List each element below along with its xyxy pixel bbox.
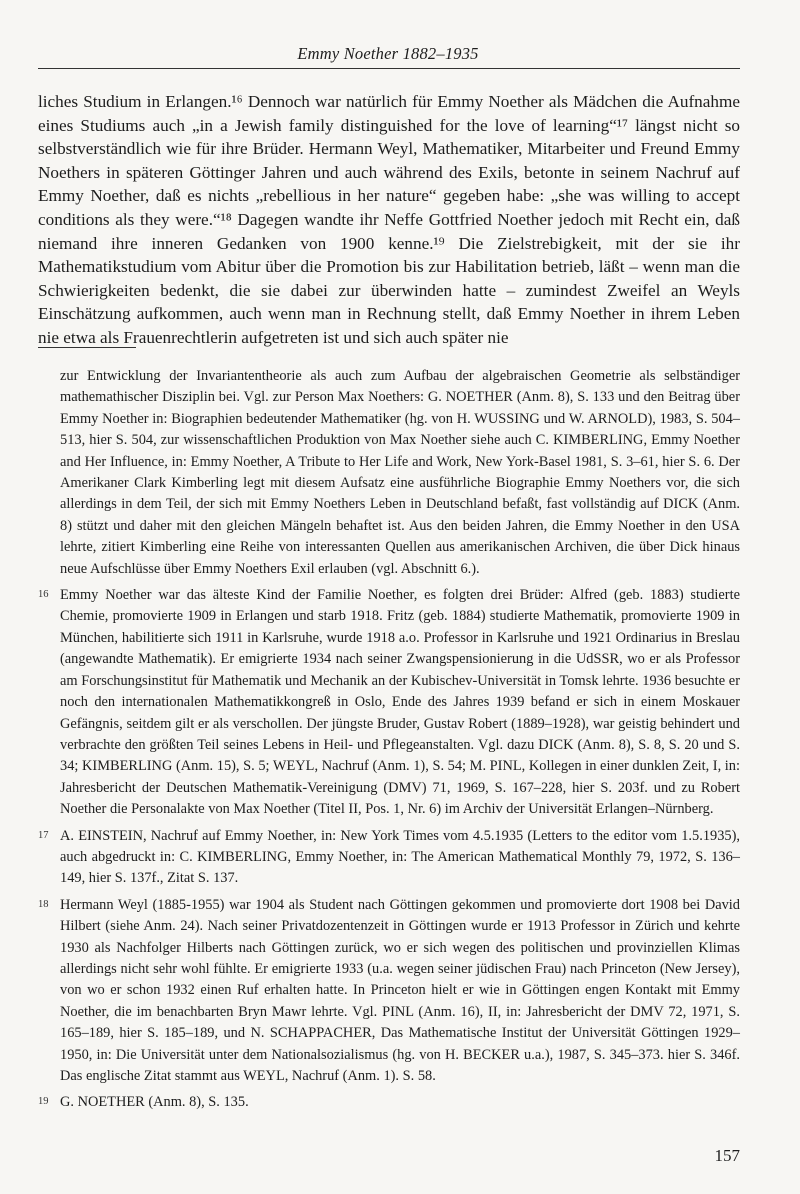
- footnote-number: 18: [38, 898, 49, 910]
- footnote-rule: [38, 347, 136, 348]
- body-paragraph: liches Studium in Erlangen.¹⁶ Dennoch war natürlich für Emmy Noether als Mädchen die Aufnahme eines Studiums auch „in a Jewish family distinguished for the love of learning“¹⁷ längst nicht so selbstverständlich wie für ihre Brüder. Hermann Weyl, Mathematiker, Mitarbeiter und Freund Emmy Noethers in späteren Göttinger Jahren und auch während des Exils, betonte in seinem Nachruf auf Emmy Noether, daß es nichts „rebellious in her nature“ gegeben habe: „she was willing to accept conditions als they were.“¹⁸ Dagegen wandte ihr Neffe Gottfried Noether jedoch mit Recht ein, daß niemand ihre inneren Gedanken von 1900 kenne.¹⁹ Die Zielstrebigkeit, mit der sie ihr Mathematikstudium vom Abitur über die Promotion bis zur Habilitation betrieb, läßt – wenn man die Schwierigkeiten bedenkt, die sie dabei zur überwinden hatte – zumindest Zweifel an Weyls Einschätzung aufkommen, auch wenn man in Rechnung stellt, daß Emmy Noether in ihrem Leben nie etwa als Frauenrechtlerin aufgetreten ist und sich auch später nie: [38, 92, 740, 347]
- footnote-number: 19: [38, 1096, 49, 1108]
- footnote-text: zur Entwicklung der Invariantentheorie als auch zum Aufbau der algebraischen Geometrie als selbständiger mathemathischer Disziplin bei. Vgl. zur Person Max Noethers: G. NOETHER (Anm. 8), S. 133 und den Beitrag über Emmy Noether in: Biographien bedeutender Mathematiker (hg. von H. WUSSING und W. ARNOLD), 1983, S. 504–513, hier S. 504, zur wissenschaftlichen Produktion von Max Noether siehe auch C. KIMBERLING, Emmy Noether and Her Influence, in: Emmy Noether, A Tribute to Her Life and Work, New York-Basel 1981, S. 3–61, hier S. 6. Der Amerikaner Clark Kimberling legt mit diesem Aufsatz eine ausführliche Biographie Emmy Noethers vor, die sich allerdings in dem Teil, der sich mit Emmy Noethers Leben in Deutschland befaßt, fast vollständig auf DICK (Anm. 8) stützt und daher mit den gleichen Mängeln behaftet ist. Aus den beiden Jahren, die Emmy Noether in den USA lehrte, zitiert Kimberling eine Reihe von interessanten Quellen aus amerikanischen Archiven, die über Dick hinaus neue Aufschlüsse über Emmy Noethers Exil erlauben (vgl. Abschnitt 6.).: [60, 368, 740, 577]
- footnote-number: 17: [38, 829, 49, 841]
- footnote-text: Emmy Noether war das älteste Kind der Familie Noether, es folgten drei Brüder: Alfred (geb. 1883) studierte Chemie, promovierte 1909 in Erlangen und starb 1918. Fritz (geb. 1884) studierte Mathematik, promovierte 1909 in München, habilitierte sich 1911 in Karlsruhe, wurde 1918 a.o. Professor in Karlsruhe und 1921 Ordinarius in Breslau (angewandte Mathematik). Er emigrierte 1934 nach seiner Zwangspensionierung in die UdSSR, wo er als Professor am Forschungsinstitut für Mathematik und Mechanik an der Kubischev-Universität in Tomsk lehrte. 1936 besuchte er noch den internationalen Mathematikkongreß in Oslo, Ende des Jahres 1939 befand er sich in einem Moskauer Gefängnis, seitdem gilt er als verschollen. Der jüngste Bruder, Gustav Robert (1889–1928), war geistig behindert und verbrachte den größten Teil seines Lebens in Heil- und Pflegeanstalten. Vgl. dazu DICK (Anm. 8), S. 8, S. 20 und S. 34; KIMBERLING (Anm. 15), S. 5; WEYL, Nachruf (Anm. 1), S. 54; M. PINL, Kollegen in einer dunklen Zeit, I, in: Jahresbericht der Deutschen Mathematik-Vereinigung (DMV) 71, 1969, S. 167–228, hier S. 203f. und zu Robert Noether die Personalakte von Max Noether (Titel II, Pos. 1, Nr. 6) im Archiv der Universität Erlangen–Nürnberg.: [60, 587, 740, 818]
- header-rule: [38, 68, 740, 69]
- footnote-19: [38, 1092, 740, 1113]
- footnote-text: Hermann Weyl (1885-1955) war 1904 als Student nach Göttingen gekommen und promovierte dort 1908 bei David Hilbert (siehe Anm. 24). Nach seiner Privatdozentenzeit in Göttingen wurde er 1913 Professor in Zürich und kehrte 1930 als Nachfolger Hilberts nach Göttingen zurück, wo er sich wegen des politischen und provinziellen Klimas allerdings nicht sehr wohl fühlte. Er emigrierte 1933 (u.a. wegen seiner jüdischen Frau) nach Princeton (New Jersey), von wo er schon 1932 einen Ruf erhalten hatte. In Princeton hielt er wie in Göttingen engen Kontakt mit Emmy Noether, die im benachbarten Bryn Mawr lehrte. Vgl. PINL (Anm. 16), II, in: Jahresbericht der DMV 72, 1971, S. 165–189, hier S. 185–189, und N. SCHAPPACHER, Das Mathematische Institut der Universität Göttingen 1929–1950, in: Die Universität unter dem Nationalsozialismus (hg. von H. BECKER u.a.), 1987, S. 345–373. hier S. 346f. Das englische Zitat stammt aus WEYL, Nachruf (Anm. 1). S. 58.: [60, 896, 740, 1084]
- page-number: 157: [714, 1146, 740, 1165]
- footnote-text: G. NOETHER (Anm. 8), S. 135.: [60, 1094, 249, 1111]
- footnote-continued: [38, 366, 740, 580]
- running-head: Emmy Noether 1882–1935: [297, 44, 479, 63]
- footnotes: [38, 366, 740, 1119]
- footnote-17: [38, 826, 740, 890]
- body-text: [38, 90, 740, 350]
- footnote-16: [38, 585, 740, 820]
- footnote-number: 16: [38, 589, 49, 601]
- footnote-number: [38, 366, 60, 368]
- footnote-18: [38, 895, 740, 1088]
- footnote-text: A. EINSTEIN, Nachruf auf Emmy Noether, in: New York Times vom 4.5.1935 (Letters to the editor vom 1.5.1935), auch abgedruckt in: C. KIMBERLING, Emmy Noether, in: The American Mathematical Monthly 79, 1972, S. 136–149, hier S. 137f., Zitat S. 137.: [60, 827, 740, 887]
